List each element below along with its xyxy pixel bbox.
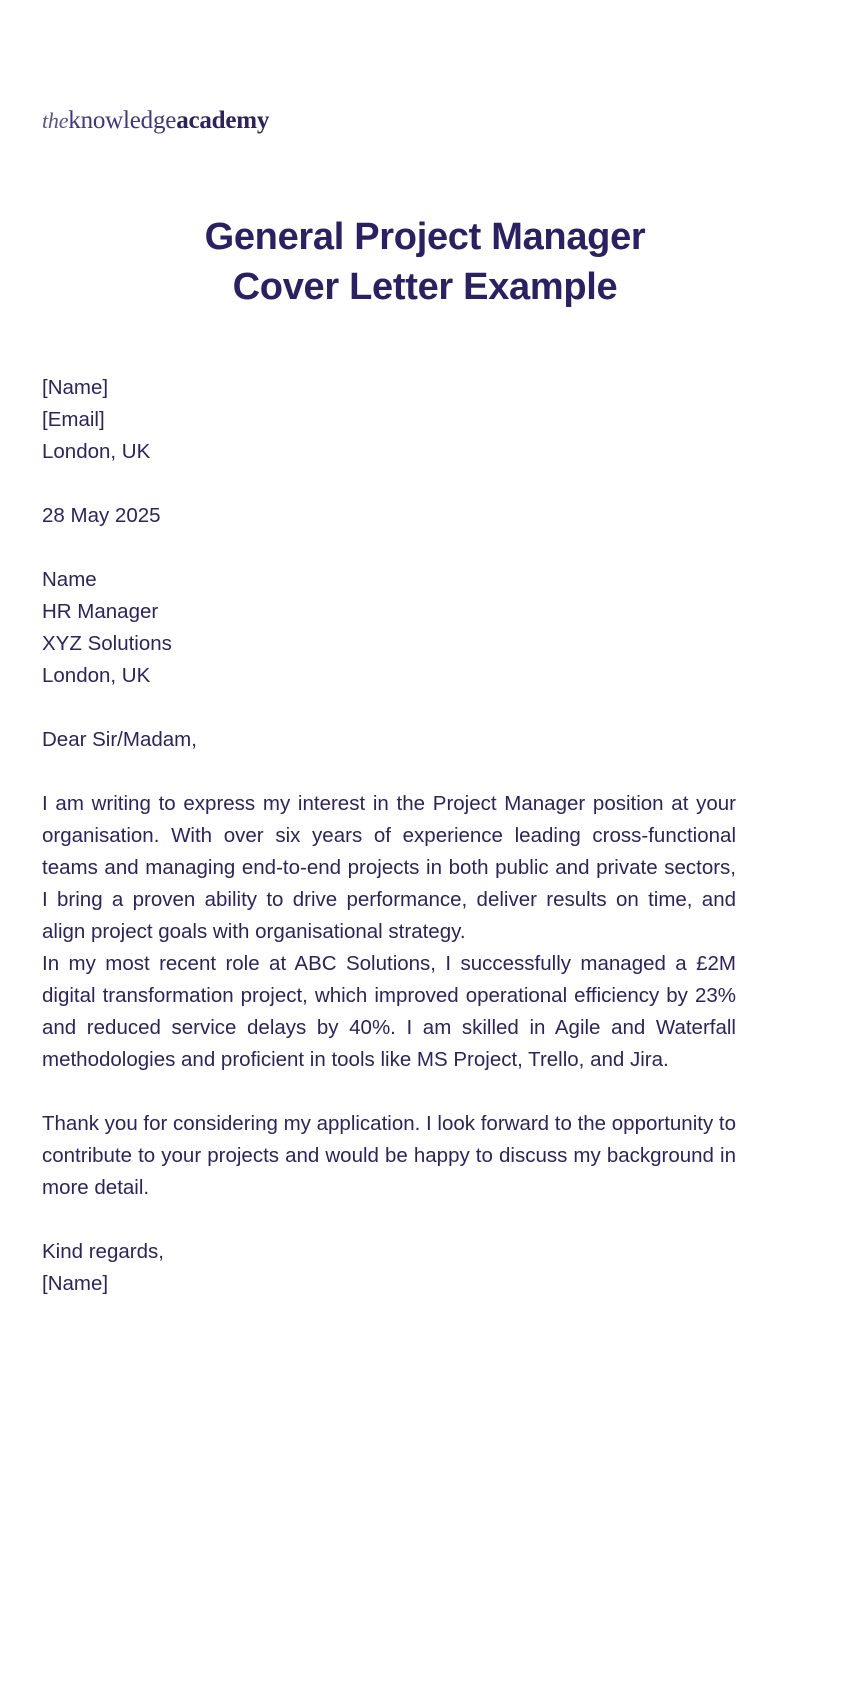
recipient-location: London, UK	[42, 664, 151, 687]
spacer-before-paragraph-3	[42, 1076, 736, 1108]
logo-word-the: the	[42, 108, 69, 133]
body-paragraph-1: I am writing to express my interest in the Project Manager position at your organisation. With over six years of experience leading cross-functional teams and managing end-to-end projects in both public and private sectors, I bring a proven ability to drive performance, deliver results on time, and align project goals with organisational strategy.	[42, 792, 736, 943]
salutation: Dear Sir/Madam,	[42, 728, 197, 751]
logo-word-academy: academy	[176, 107, 270, 134]
sender-email: [Email]	[42, 408, 105, 431]
spacer-after-salutation	[42, 756, 736, 788]
page-title	[0, 212, 850, 312]
date-value: 28 May 2025	[42, 504, 161, 527]
sender-name: [Name]	[42, 376, 109, 399]
spacer-before-closing	[42, 1204, 736, 1236]
body-paragraph-3: Thank you for considering my application. I look forward to the opportunity to contribute to your projects and would be happy to discuss my background in more detail.	[42, 1112, 736, 1199]
logo-word-knowledge: knowledge	[68, 107, 177, 134]
recipient-company: XYZ Solutions	[42, 632, 172, 655]
page-title-line-2: Cover Letter Example	[232, 266, 618, 308]
spacer-after-sender	[42, 468, 736, 500]
brand-logo	[42, 108, 269, 133]
spacer-after-recipient	[42, 692, 736, 724]
recipient-job-title: HR Manager	[42, 600, 159, 623]
recipient-address-block	[42, 564, 736, 692]
spacer-after-date	[42, 532, 736, 564]
sender-address-block	[42, 372, 736, 468]
recipient-name: Name	[42, 568, 97, 591]
letter-body	[42, 372, 736, 1300]
closing-block	[42, 1236, 736, 1300]
closing-sign-off: Kind regards,	[42, 1240, 164, 1263]
body-paragraph-2: In my most recent role at ABC Solutions, I successfully managed a £2M digital transformation project, which improved operational efficiency by 23% and reduced service delays by 40%. I am skilled in Agile and Waterfall methodologies and proficient in tools like MS Project, Trello, and Jira.	[42, 952, 736, 1071]
sender-location: London, UK	[42, 440, 151, 463]
letter-date	[42, 500, 736, 532]
page-title-line-1: General Project Manager	[204, 216, 646, 258]
closing-name: [Name]	[42, 1272, 109, 1295]
